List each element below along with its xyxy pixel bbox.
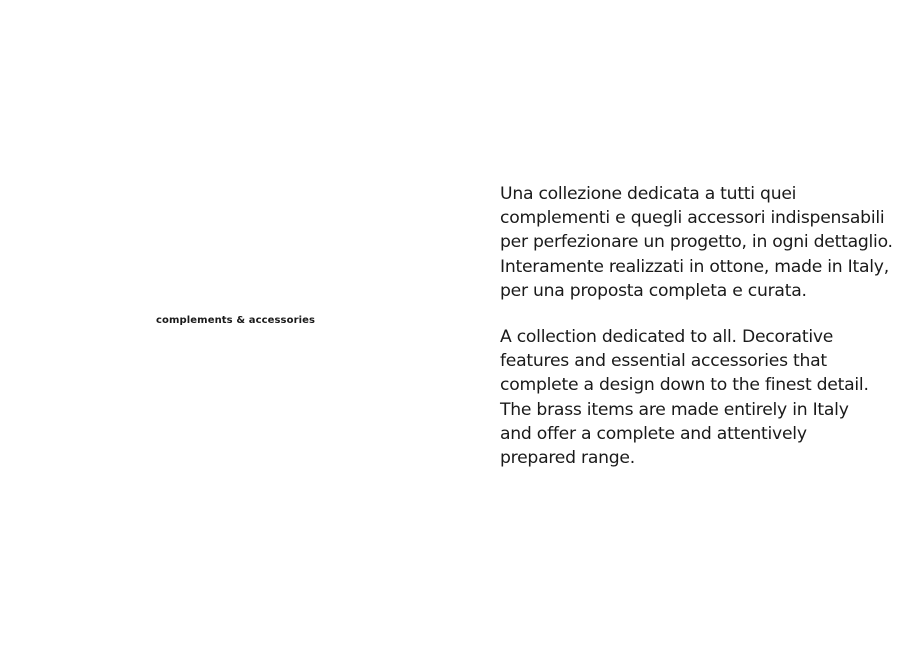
english-paragraph (500, 325, 900, 470)
text-column (500, 182, 900, 470)
english-line: complete a design down to the finest detail. (500, 375, 869, 396)
english-line: features and essential accessories that (500, 351, 827, 372)
italian-line: per una proposta completa e curata. (500, 280, 807, 301)
english-line: A collection dedicated to all. Decorative (500, 327, 834, 348)
english-line: and offer a complete and attentively (500, 423, 807, 444)
english-line: prepared range. (500, 448, 635, 469)
italian-line: per perfezionare un progetto, in ogni dettaglio. (500, 232, 893, 253)
english-line: The brass items are made entirely in Italy (500, 399, 849, 420)
italian-line: Interamente realizzati in ottone, made in Italy, (500, 256, 889, 277)
italian-line: Una collezione dedicata a tutti quei (500, 184, 797, 204)
section-label: complements & accessories (156, 315, 316, 326)
italian-line: complementi e quegli accessori indispensabili (500, 208, 885, 229)
italian-paragraph (500, 182, 900, 303)
